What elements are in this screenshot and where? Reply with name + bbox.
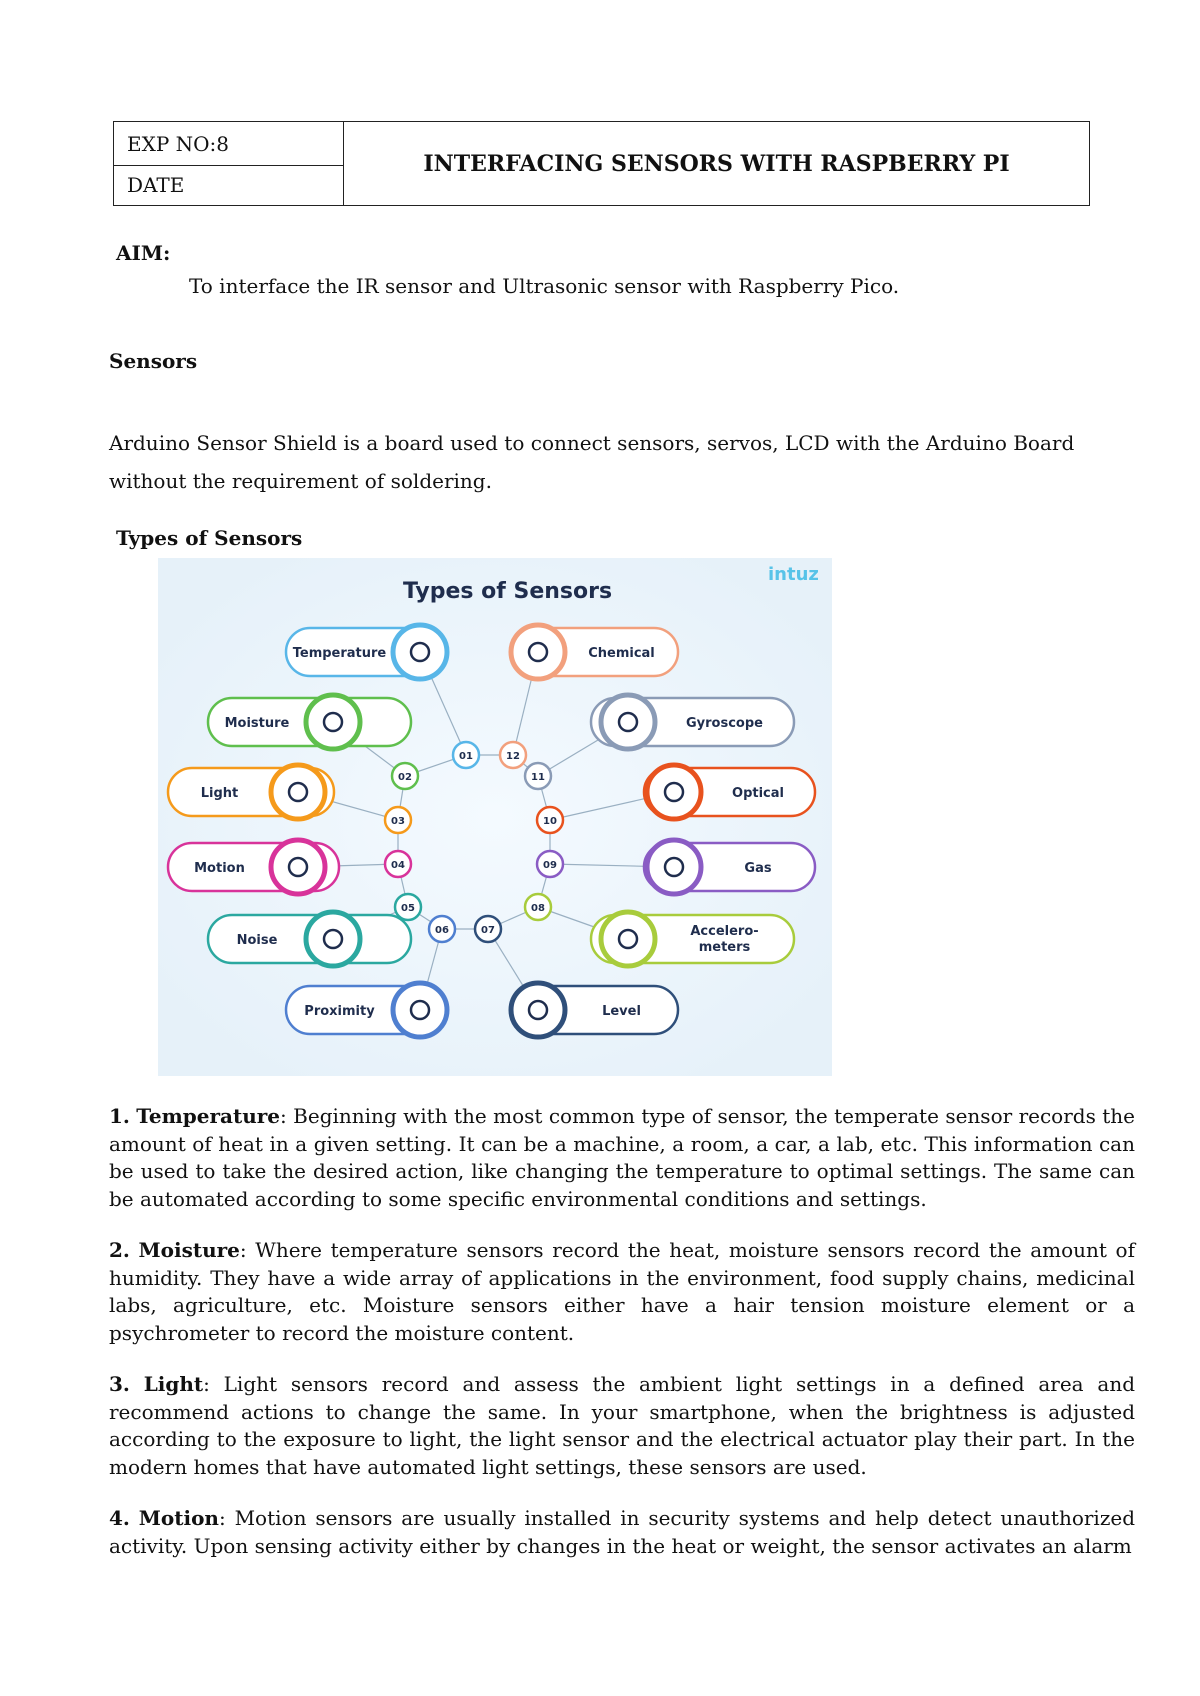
sensors-heading: Sensors bbox=[109, 349, 198, 373]
sensor-label-line: Motion bbox=[194, 861, 245, 876]
item-motion bbox=[109, 1505, 1135, 1560]
item-moisture bbox=[109, 1237, 1135, 1347]
sensor-label-line: Temperature bbox=[292, 646, 387, 661]
item-temperature bbox=[109, 1103, 1135, 1213]
ring-node-number: 06 bbox=[435, 925, 449, 936]
ring-node-number: 10 bbox=[543, 816, 557, 827]
item-text: : Motion sensors are usually installed in security systems and help detect unauthorized activity. Upon sensing activity either by changes in the heat or weight, the sensor activates an alarm bbox=[109, 1506, 1136, 1558]
sensor-label-line: Accelero- bbox=[690, 924, 759, 939]
header-table bbox=[113, 121, 1090, 206]
experiment-title: INTERFACING SENSORS WITH RASPBERRY PI bbox=[423, 150, 1010, 177]
ring-node-number: 07 bbox=[481, 925, 495, 936]
target-icon bbox=[393, 983, 447, 1037]
ring-node-number: 12 bbox=[506, 751, 520, 762]
sensor-label bbox=[194, 861, 245, 876]
gyroscope-icon bbox=[601, 695, 655, 749]
sensor-label bbox=[304, 1004, 375, 1019]
sensor-label-line: Moisture bbox=[224, 716, 290, 731]
aim-text: To interface the IR sensor and Ultrasonic sensor with Raspberry Pico. bbox=[189, 274, 900, 298]
sensor-label-line: Proximity bbox=[304, 1004, 375, 1019]
sensor-label-line: Optical bbox=[732, 786, 784, 801]
sensor-label bbox=[602, 1004, 641, 1019]
intuz-logo: intuz bbox=[768, 564, 819, 585]
sensor-label bbox=[225, 716, 290, 731]
exp-no-cell: EXP NO:8 bbox=[114, 122, 343, 166]
item-number: 4. bbox=[109, 1506, 130, 1530]
item-name: Moisture bbox=[138, 1238, 240, 1262]
item-name: Temperature bbox=[136, 1104, 281, 1128]
sensor-label bbox=[588, 646, 655, 661]
ring-node-number: 09 bbox=[543, 860, 557, 871]
mic-icon bbox=[306, 912, 360, 966]
chemical-meter-icon bbox=[511, 625, 565, 679]
types-heading: Types of Sensors bbox=[116, 526, 303, 550]
sensor-label bbox=[686, 716, 763, 731]
alarm-light-icon bbox=[647, 765, 701, 819]
figure-title: Types of Sensors bbox=[403, 579, 613, 604]
item-number: 3. bbox=[109, 1372, 130, 1396]
aim-label: AIM: bbox=[116, 241, 171, 265]
sensor-label-line: Chemical bbox=[588, 646, 655, 661]
speedometer-icon bbox=[601, 912, 655, 966]
types-of-sensors-figure bbox=[158, 558, 832, 1076]
item-number: 1. bbox=[109, 1104, 130, 1128]
sensor-label bbox=[732, 786, 784, 801]
item-text: : Where temperature sensors record the heat, moisture sensors record the amount of humidity. They have a wide array of applications in the environment, food supply chains, medicinal labs, agriculture, etc. Moisture sensors either have a hair tension moisture element or a psychrometer to record the moisture content. bbox=[109, 1238, 1135, 1345]
item-number: 2. bbox=[109, 1238, 130, 1262]
ring-node-number: 03 bbox=[391, 816, 405, 827]
thermometer-icon bbox=[393, 625, 447, 679]
ring-node-number: 05 bbox=[401, 903, 415, 914]
sensor-label bbox=[237, 933, 278, 948]
gas-house-icon bbox=[647, 840, 701, 894]
motion-person-icon bbox=[271, 840, 325, 894]
sensor-label bbox=[293, 646, 387, 661]
sensor-diagram bbox=[158, 558, 832, 1076]
sensor-label bbox=[690, 924, 758, 955]
sensor-label bbox=[201, 786, 239, 801]
item-name: Light bbox=[143, 1372, 204, 1396]
item-light bbox=[109, 1371, 1135, 1481]
ring-node-number: 01 bbox=[459, 751, 473, 762]
sensor-label bbox=[744, 861, 771, 876]
ring-node-number: 04 bbox=[391, 860, 405, 871]
gauge-drop-icon bbox=[306, 695, 360, 749]
intro-paragraph: Arduino Sensor Shield is a board used to connect sensors, servos, LCD with the Arduino Board without the requirement of soldering. bbox=[109, 431, 1075, 493]
date-cell: DATE bbox=[127, 173, 185, 197]
sensor-label-line: meters bbox=[698, 940, 751, 955]
header-left-column bbox=[114, 122, 344, 205]
sensor-label-line: Gyroscope bbox=[686, 716, 763, 731]
sensor-label-line: Gas bbox=[744, 861, 772, 876]
ring-node-number: 11 bbox=[531, 772, 545, 783]
ring-node-number: 02 bbox=[398, 772, 412, 783]
item-name: Motion bbox=[138, 1506, 219, 1530]
bulb-icon bbox=[271, 765, 325, 819]
sensor-label-line: Noise bbox=[236, 933, 278, 948]
sensor-label-line: Light bbox=[200, 786, 239, 801]
sensor-label-line: Level bbox=[602, 1004, 641, 1019]
item-text: : Light sensors record and assess the ambient light settings in a defined area and recommend actions to change the same. In your smartphone, when the brightness is adjusted according to the exposure to light, the light sensor and the electrical actuator play their part. In the modern homes that have automated light settings, these sensors are used. bbox=[109, 1372, 1135, 1479]
item-text: : Beginning with the most common type of sensor, the temperate sensor records the amount of heat in a given setting. It can be a machine, a room, a car, a lab, etc. This information can be used to take the desired action, like changing the temperature to optimal settings. The same can be automated according to some specific environmental conditions and settings. bbox=[109, 1104, 1135, 1211]
ring-node-number: 08 bbox=[531, 903, 545, 914]
level-icon bbox=[511, 983, 565, 1037]
